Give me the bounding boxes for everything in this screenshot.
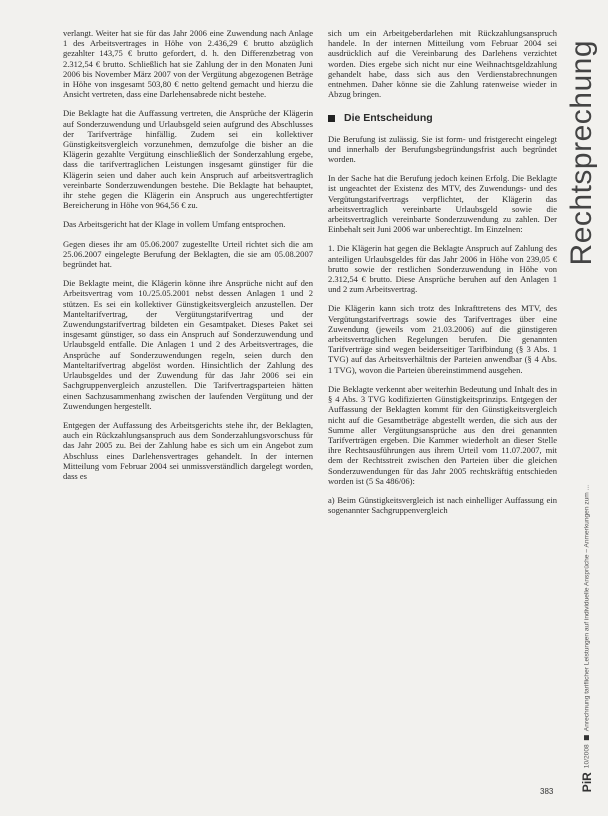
- paragraph: In der Sache hat die Berufung jedoch keinen Erfolg. Die Beklagte ist ungeachtet der Existenz des MTV, des Zuwendungs- und des Vergütungstarifvertrags verpflichtet, der Klägerin das arbeitsvertraglich vereinbarte Urlaubsgeld sowie die arbeitsvertraglich vereinbarte Sonderzuwendung zu zahlen. Der Einbehalt seit Juni 2006 war unberechtigt. Im Einzelnen:: [328, 173, 557, 235]
- journal-logo: PiR: [580, 771, 594, 792]
- section-rubric: Rechtsprechung: [565, 40, 598, 266]
- paragraph: 1. Die Klägerin hat gegen die Beklagte Anspruch auf Zahlung des anteiligen Urlaubsgeldes für das Jahr 2006 in Höhe von 239,05 € brutto sowie der restlichen Sonderzuwendung in Höhe von 2.312,54 € brutto. Diese Ansprüche beruhen auf den Anlagen 1 und 2 zum Arbeitsvertrag.: [328, 243, 557, 295]
- paragraph: Entgegen der Auffassung des Arbeitsgerichts stehe ihr, der Beklagten, auch ein Rückzahlungsanspruch aus dem Sonderzahlungsvorschuss für das Jahr 2005 zu. Bei der Zahlung habe es sich um ein Angebot zum Abschluss eines Darlehensvertrages gehandelt. In der internen Mitteilung vom Februar 2004 sei unmissverständlich dargelegt worden, dass es: [63, 419, 313, 481]
- paragraph: Gegen dieses ihr am 05.06.2007 zugestellte Urteil richtet sich die am 25.06.2007 eingelegte Berufung der Beklagten, die sie am 05.08.2007 begründet hat.: [63, 238, 313, 270]
- paragraph: a) Beim Günstigkeitsvergleich ist nach einhelliger Auffassung ein sogenannter Sachgruppenvergleich: [328, 494, 557, 516]
- article-citation: Anrechnung tariflicher Leistungen auf individuelle Ansprüche – Anmerkungen zum ...: [583, 484, 591, 732]
- issue-number: 10/2008: [583, 744, 591, 768]
- paragraph: Die Berufung ist zulässig. Sie ist form- und fristgerecht eingelegt und innerhalb der Berufungsbegründungsfrist auch begründet worden.: [328, 133, 557, 165]
- right-text-column: [328, 28, 557, 524]
- side-running-footer: [580, 485, 594, 792]
- paragraph: Die Beklagte hat die Auffassung vertreten, die Ansprüche der Klägerin auf Sonderzuwendung und Urlaubsgeld seien aufgrund des Abschlusses der Tarifverträge hinfällig. Zudem sei ein kollektiver Günstigkeitsvergleich vorzunehmen, demzufolge die bisher an die Klägerin gezahlte Vergütung einschließlich der Sonderzahlung ergebe, dass die tarifvertraglichen Leistungen insgesamt günstiger für die Klägerin seien und daher auch kein Anspruch auf arbeitsvertraglich vereinbarte Sonderzuwendungen bestehe. Die Beklagte hat behauptet, ihr stehe gegen die Klägerin ein Anspruch aus ungerechtfertigter Bereicherung in Höhe von 964,56 € zu.: [63, 108, 313, 211]
- paragraph: Die Beklagte meint, die Klägerin könne ihre Ansprüche nicht auf den Arbeitsvertrag vom 10./25.05.2001 nebst dessen Anlagen 1 und 2 stützen. Es sei ein kollektiver Günstigkeitsvergleich anzustellen. Der Manteltarifvertrag, der Vergütungstarifvertrag und der Zuwendungstarifvertrag bildeten ein Gesamtpaket. Dieses Paket sei insgesamt günstiger, so dass ein Anspruch auf Sonderzuwendung und Urlaubsgeld entfalle. Die Anlagen 1 und 2 des Arbeitsvertrages, die Ansprüche auf Sonderzuwendungen regeln, seien durch den Manteltarifvertrag abgelöst worden. Hinsichtlich der Zahlung des Urlaubsgeldes und der Zuwendung für das Jahr 2006 sei ein Sachgruppenvergleich anzustellen. Die Tarifvertragsparteien hätten einen Sachzusammenhang zwischen der laufenden Vergütung und der Zuwendungen hergestellt.: [63, 278, 313, 411]
- paragraph: Die Klägerin kann sich trotz des Inkrafttretens des MTV, des Vergütungstarifvertrags sowie des Tarifvertrages über eine Zuwendung (jeweils vom 21.03.2006) auf die günstigeren arbeitsvertraglichen Regelungen berufen. Die genannten Tarifverträge sind wegen beiderseitiger Tarifbindung (§ 3 Abs. 1 TVG) auf das Arbeitsverhältnis der Parteien anwendbar (§ 4 Abs. 1 TVG), wovon die Parteien übereinstimmend ausgehen.: [328, 303, 557, 375]
- paragraph: Die Beklagte verkennt aber weiterhin Bedeutung und Inhalt des in § 4 Abs. 3 TVG kodifizierten Günstigkeitsprinzips. Entgegen der Auffassung der Beklagten kommt für den Günstigkeitsvergleich nicht auf die Gesamtbeträge abgestellt werden, die sich aus der Summe aller Vergütungsansprüche aus den drei genannten Tarifverträgen ergeben. Die Kammer wiederholt an dieser Stelle ihre Rechtsausführungen aus ihrem Urteil vom 11.07.2007, mit dem der Rechtsstreit zwischen den Parteien über die gleichen Sonderzuwendungen für das Jahr 2005 rechtskräftig entschieden worden ist (5 Sa 486/06):: [328, 383, 557, 486]
- section-heading-text: Die Entscheidung: [344, 112, 433, 125]
- square-bullet-icon: [328, 115, 335, 122]
- square-bullet-icon: [585, 735, 590, 740]
- paragraph: verlangt. Weiter hat sie für das Jahr 2006 eine Zuwendung nach Anlage 1 des Arbeitsvertrages in Höhe von 2.436,29 € brutto abzüglich gezahlter 143,75 € brutto gefordert, d. h. den Differenzbetrag von 2.312,54 € brutto. Schließlich hat sie Zahlung der in den Monaten Juni 2006 bis November März 2007 von der Vergütung abgezogenen Beträge in Höhe von insgesamt 503,80 € netto geltend gemacht und hierzu die Ansicht vertreten, dass eine Darlehensabrede nicht bestehe.: [63, 28, 313, 100]
- page-number: 383: [540, 787, 554, 796]
- left-text-column: [63, 28, 313, 490]
- paragraph: sich um ein Arbeitgeberdarlehen mit Rückzahlungsanspruch handele. In der internen Mitteilung vom Februar 2004 sei ausdrücklich auf die Vereinbarung des Darlehens verzichtet worden. Dies ergebe sich nicht nur eine Weihnachtsgeldzahlung gehandelt habe, dass sich aus den Verdienstabrechnungen entnehmen. Daher könne sie die Zahlung ratenweise wieder in Abzug bringen.: [328, 28, 557, 100]
- section-heading: [328, 113, 557, 123]
- paragraph: Das Arbeitsgericht hat der Klage in vollem Umfang entsprochen.: [63, 219, 286, 230]
